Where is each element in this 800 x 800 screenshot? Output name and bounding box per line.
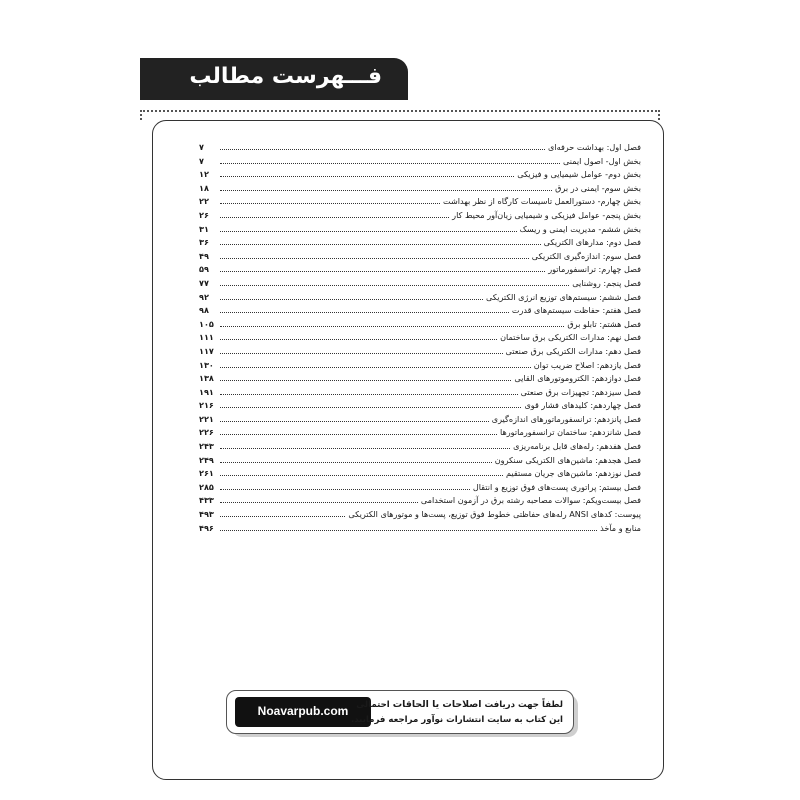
toc-entry-label: فصل چهاردهم: کلیدهای فشار قوی xyxy=(524,400,641,411)
toc-row[interactable] xyxy=(199,413,641,427)
toc-leader-dots xyxy=(220,387,518,395)
toc-leader-dots xyxy=(220,237,541,245)
toc-row[interactable] xyxy=(199,331,641,345)
toc-entry-label: فصل اول: بهداشت حرفه‌ای xyxy=(548,142,641,152)
toc-page-number: ۱۰۵ xyxy=(199,318,214,329)
toc-list xyxy=(199,141,641,535)
toc-leader-dots xyxy=(220,251,529,259)
toc-row[interactable] xyxy=(199,359,641,373)
toc-leader-dots xyxy=(220,183,552,191)
toc-entry-label: فصل ششم: سیستم‌های توزیع انرژی الکتریکی xyxy=(485,291,641,302)
toc-row[interactable] xyxy=(199,494,641,508)
toc-leader-dots xyxy=(220,169,514,177)
toc-leader-dots xyxy=(220,156,560,164)
toc-row[interactable] xyxy=(199,209,641,223)
toc-page-number: ۷۷ xyxy=(199,277,209,288)
toc-leader-dots xyxy=(220,210,449,218)
toc-page-number: ۳۶ xyxy=(199,237,209,248)
toc-entry-label: بخش پنجم- عوامل فیزیکی و شیمیایی زیان‌آور محیط کار xyxy=(452,209,641,220)
toc-leader-dots xyxy=(220,414,489,422)
toc-page-number: ۱۹۱ xyxy=(199,386,214,397)
toc-leader-dots xyxy=(220,373,511,381)
toc-entry-label: بخش اول- اصول ایمنی xyxy=(562,155,641,166)
toc-row[interactable] xyxy=(199,250,641,264)
toc-row[interactable] xyxy=(199,223,641,237)
toc-entry-label: بخش دوم- عوامل شیمیایی و فیزیکی xyxy=(517,169,641,180)
toc-title-bar xyxy=(140,58,408,100)
toc-row[interactable] xyxy=(199,182,641,196)
toc-leader-dots xyxy=(220,332,497,340)
toc-leader-dots xyxy=(220,523,597,531)
toc-row[interactable] xyxy=(199,522,641,536)
toc-leader-dots xyxy=(220,495,418,503)
toc-page-number: ۲۲ xyxy=(199,196,209,207)
toc-row[interactable] xyxy=(199,440,641,454)
toc-row[interactable] xyxy=(199,318,641,332)
toc-entry-label: فصل دوازدهم: الکتروموتورهای القایی xyxy=(514,373,641,384)
notice-line-1-prefix: لطفاً جهت دریافت xyxy=(484,700,563,710)
toc-row[interactable] xyxy=(199,481,641,495)
toc-entry-label: بخش سوم- ایمنی در برق xyxy=(555,182,641,193)
toc-entry-label: فصل چهارم: ترانسفورماتور xyxy=(548,264,641,275)
toc-leader-dots xyxy=(220,455,492,463)
toc-frame xyxy=(152,120,664,780)
toc-entry-label: بخش چهارم- دستورالعمل تاسیسات کارگاه از نظر بهداشت xyxy=(443,196,641,207)
toc-leader-dots xyxy=(220,224,517,232)
notice-line-1-strong: اصلاحات یا الحاقات xyxy=(392,699,482,710)
toc-entry-label: فصل شانزدهم: ساختمان ترانسفورماتورها xyxy=(500,427,641,438)
toc-page-number: ۹۸ xyxy=(199,305,209,316)
toc-entry-label: فصل نهم: مدارات الکتریکی برق ساختمان xyxy=(500,332,641,343)
header-divider xyxy=(140,110,660,112)
toc-entry-label: فصل بیستم: پراتوری پست‌های فوق توزیع و انتقال xyxy=(472,481,641,492)
notice-line-1-suffix: احتمالی xyxy=(356,700,390,710)
toc-entry-label: فصل هشتم: تابلو برق xyxy=(567,318,641,329)
toc-row[interactable] xyxy=(199,399,641,413)
toc-page-number: ۲۴۳ xyxy=(199,441,214,452)
toc-leader-dots xyxy=(220,142,545,150)
toc-entry-label: پیوست: کدهای ANSI رله‌های حفاظتی خطوط فوق توزیع، پست‌ها و موتورهای الکتریکی xyxy=(348,509,641,520)
toc-leader-dots xyxy=(220,400,521,408)
toc-entry-label: فصل بیست‌ویکم: سوالات مصاحبه رشته برق در آزمون استخدامی xyxy=(420,495,641,506)
toc-page-number: ۹۲ xyxy=(199,291,209,302)
toc-leader-dots xyxy=(220,264,545,272)
toc-page-number: ۲۲۱ xyxy=(199,413,214,424)
toc-entry-label: فصل پانزدهم: ترانسفورماتورهای اندازه‌گیری xyxy=(491,413,641,424)
website-link[interactable]: Noavarpub.com xyxy=(257,704,349,718)
toc-row[interactable] xyxy=(199,426,641,440)
toc-page-number: ۱۲ xyxy=(199,169,209,180)
toc-entry-label: فصل هجدهم: ماشین‌های الکتریکی سنکرون xyxy=(494,454,641,465)
toc-page-number: ۱۱۷ xyxy=(199,345,214,356)
toc-entry-label: فصل پنجم: روشنایی xyxy=(572,277,641,288)
toc-row[interactable] xyxy=(199,372,641,386)
toc-page-number: ۱۱۱ xyxy=(199,332,214,343)
toc-entry-label: فصل سیزدهم: تجهیزات برق صنعتی xyxy=(520,386,641,397)
toc-row[interactable] xyxy=(199,236,641,250)
header-divider-left xyxy=(140,110,142,120)
toc-page-number: ۵۹ xyxy=(199,264,209,275)
toc-row[interactable] xyxy=(199,168,641,182)
toc-page-number: ۱۳۸ xyxy=(199,373,214,384)
toc-row[interactable] xyxy=(199,386,641,400)
toc-leader-dots xyxy=(220,441,510,449)
toc-entry-label: فصل یازدهم: اصلاح ضریب توان xyxy=(533,359,641,370)
toc-page-number: ۲۶۱ xyxy=(199,468,214,479)
toc-entry-label: فصل هفدهم: رله‌های قابل برنامه‌ریزی xyxy=(513,441,641,452)
toc-page-number: ۴۹۳ xyxy=(199,509,214,520)
toc-leader-dots xyxy=(220,292,483,300)
toc-row[interactable] xyxy=(199,467,641,481)
notice-line-1 xyxy=(356,697,563,713)
toc-leader-dots xyxy=(220,509,345,517)
toc-leader-dots xyxy=(220,305,509,313)
toc-entry-label: بخش ششم- مدیریت ایمنی و ریسک xyxy=(519,223,641,234)
toc-page-number: ۳۱ xyxy=(199,223,209,234)
toc-leader-dots xyxy=(220,468,503,476)
toc-leader-dots xyxy=(220,427,497,435)
toc-page-number: ۲۱۶ xyxy=(199,400,214,411)
header-divider-right xyxy=(658,110,660,120)
toc-row[interactable] xyxy=(199,195,641,209)
toc-row[interactable] xyxy=(199,454,641,468)
toc-entry-label: فصل سوم: اندازه‌گیری الکتریکی xyxy=(531,250,641,261)
toc-entry-label: فصل هفتم: حفاظت سیستم‌های قدرت xyxy=(511,305,641,316)
toc-leader-dots xyxy=(220,319,564,327)
toc-page-number: ۱۸ xyxy=(199,182,209,193)
toc-leader-dots xyxy=(220,346,503,354)
toc-page-number: ۴۳۳ xyxy=(199,495,214,506)
toc-page-number: ۲۲۶ xyxy=(199,427,214,438)
toc-row[interactable] xyxy=(199,304,641,318)
toc-page-number: ۱۳۰ xyxy=(199,359,214,370)
notice-text xyxy=(350,697,563,728)
toc-page-number: ۴۹ xyxy=(199,250,209,261)
toc-leader-dots xyxy=(220,482,470,490)
toc-page-number: ۲۴۹ xyxy=(199,454,214,465)
page-title: فـــهرست مطالب xyxy=(189,64,382,89)
toc-page-number: ۴۹۶ xyxy=(199,522,214,533)
toc-entry-label: فصل دهم: مدارات الکتریکی برق صنعتی xyxy=(505,345,641,356)
toc-row[interactable] xyxy=(199,291,641,305)
toc-row[interactable] xyxy=(199,508,641,522)
toc-row[interactable] xyxy=(199,141,641,155)
toc-row[interactable] xyxy=(199,155,641,169)
notice-box xyxy=(226,690,574,734)
toc-page-number: ۷ xyxy=(199,155,204,166)
notice-line-2: این کتاب به سایت انتشارات نوآور مراجعه فرمایید. xyxy=(350,715,563,725)
toc-page-number: ۲۶ xyxy=(199,209,209,220)
notice-banner xyxy=(226,690,578,736)
toc-page-number: ۷ xyxy=(199,142,204,152)
toc-leader-dots xyxy=(220,196,440,204)
toc-entry-label: فصل دوم: مدارهای الکتریکی xyxy=(543,237,641,248)
toc-leader-dots xyxy=(220,360,531,368)
toc-leader-dots xyxy=(220,278,569,286)
toc-page-number: ۲۸۵ xyxy=(199,481,214,492)
toc-entry-label: منابع و مآخذ xyxy=(600,522,641,533)
toc-entry-label: فصل نوزدهم: ماشین‌های جریان مستقیم xyxy=(506,468,641,479)
toc-row[interactable] xyxy=(199,345,641,359)
toc-row[interactable] xyxy=(199,263,641,277)
toc-row[interactable] xyxy=(199,277,641,291)
